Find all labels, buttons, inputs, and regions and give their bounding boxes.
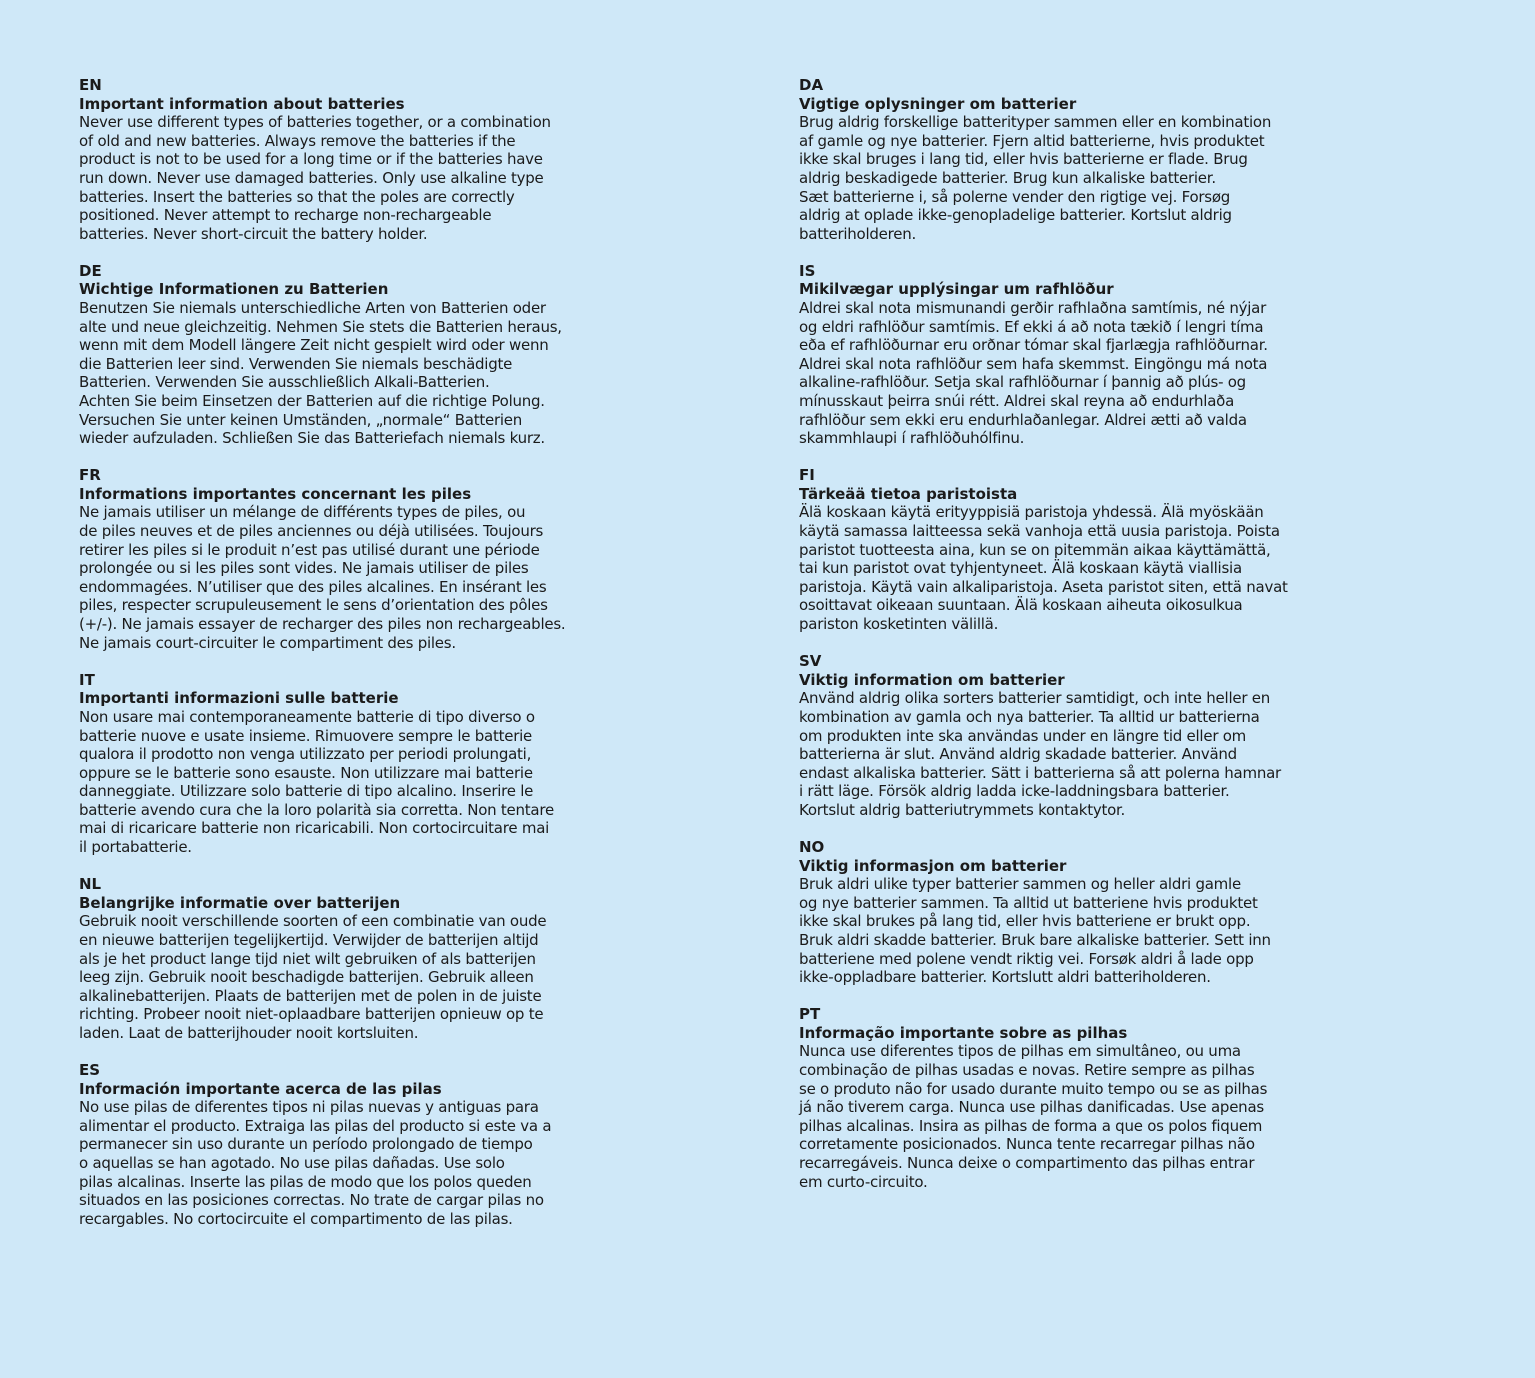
section-body xyxy=(79,299,579,448)
body-text-line: leeg zijn. Gebruik nooit beschadigde batterijen. Gebruik alleen xyxy=(79,968,534,987)
body-text-line: Versuchen Sie unter keinen Umständen, „normale“ Batterien xyxy=(79,410,523,429)
body-text-line: Aldrei skal nota mismunandi gerðir rafhlaðna samtímis, né nýjar xyxy=(799,299,1267,318)
body-text-line: recargables. No cortocircuite el compartimento de las pilas. xyxy=(79,1209,513,1228)
body-text-line: piles, respecter scrupuleusement le sens d’orientation des pôles xyxy=(79,596,548,615)
body-text-line: (+/-). Ne jamais essayer de recharger des piles non rechargeables. xyxy=(79,615,566,634)
section-nl xyxy=(79,875,579,1042)
section-body xyxy=(79,503,579,652)
body-text-line: wieder aufzuladen. Schließen Sie das Batteriefach niemals kurz. xyxy=(79,429,545,448)
body-text-line: of old and new batteries. Always remove the batteries if the xyxy=(79,131,516,150)
section-title: Información importante acerca de las pilas xyxy=(79,1079,442,1098)
language-code: DE xyxy=(79,261,102,280)
body-text-line: se o produto não for usado durante muito tempo ou se as pilhas xyxy=(799,1079,1268,1098)
body-text-line: Använd aldrig olika sorters batterier samtidigt, och inte heller en xyxy=(799,689,1271,708)
body-text-line: já não tiverem carga. Nunca use pilhas danificadas. Use apenas xyxy=(799,1098,1264,1117)
language-code: DA xyxy=(799,76,824,94)
language-code: NO xyxy=(799,837,825,856)
section-title: Belangrijke informatie over batterijen xyxy=(79,893,401,912)
body-text-line: permanecer sin uso durante un período prolongado de tiempo xyxy=(79,1135,533,1154)
body-text-line: il portabatterie. xyxy=(79,838,192,857)
language-code: EN xyxy=(79,76,102,94)
body-text-line: laden. Laat de batterijhouder nooit kortsluiten. xyxy=(79,1023,419,1042)
body-text-line: Bruk aldri skadde batterier. Bruk bare alkaliske batterier. Sett inn xyxy=(799,930,1271,949)
body-text-line: Aldrei skal nota rafhlöður sem hafa skemmst. Eingöngu má nota xyxy=(799,354,1268,373)
section-fi xyxy=(799,466,1299,633)
body-text-line: Non usare mai contemporaneamente batterie di tipo diverso o xyxy=(79,707,535,726)
body-text-line: Bruk aldri ulike typer batterier sammen og heller aldri gamle xyxy=(799,875,1241,894)
body-text-line: kombination av gamla och nya batterier. Ta alltid ur batterierna xyxy=(799,707,1260,726)
body-text-line: Brug aldrig forskellige batterityper sammen eller en kombination xyxy=(799,113,1272,132)
body-text-line: ikke skal brukes på lang tid, eller hvis batteriene er brukt opp. xyxy=(799,912,1251,931)
body-text-line: paristoja. Käytä vain alkaliparistoja. Aseta paristot siten, että navat xyxy=(799,577,1288,596)
section-title: Informations importantes concernant les piles xyxy=(79,484,472,503)
section-body xyxy=(799,875,1299,987)
body-text-line: batteriene med polene vendt riktig vei. Forsøk aldri å lade opp xyxy=(799,949,1254,968)
body-text-line: wenn mit dem Modell längere Zeit nicht gespielt wird oder wenn xyxy=(79,336,549,355)
section-pt xyxy=(799,1005,1299,1191)
body-text-line: endast alkaliska batterier. Sätt i batterierna så att polerna hamnar xyxy=(799,763,1281,782)
body-text-line: Ne jamais court-circuiter le compartiment des piles. xyxy=(79,633,456,652)
body-text-line: pariston kosketinten välillä. xyxy=(799,615,999,634)
language-code: ES xyxy=(79,1061,101,1079)
body-text-line: Gebruik nooit verschillende soorten of een combinatie van oude xyxy=(79,912,547,931)
body-text-line: batteries. Insert the batteries so that the poles are correctly xyxy=(79,187,515,206)
body-text-line: alte und neue gleichzeitig. Nehmen Sie stets die Batterien heraus, xyxy=(79,317,562,336)
body-text-line: aldrig beskadigede batterier. Brug kun alkaliske batterier. xyxy=(799,168,1216,187)
language-code: FR xyxy=(79,466,101,485)
body-text-line: mai di ricaricare batterie non ricaricabili. Non cortocircuitare mai xyxy=(79,819,550,838)
body-text-line: batterie avendo cura che la loro polarità sia corretta. Non tentare xyxy=(79,800,554,819)
body-text-line: i rätt läge. Försök aldrig ladda icke-laddningsbara batterier. xyxy=(799,782,1230,801)
section-de xyxy=(79,262,579,448)
section-body xyxy=(79,708,579,857)
body-text-line: oppure se le batterie sono esauste. Non utilizzare mai batterie xyxy=(79,763,533,782)
body-text-line: o aquellas se han agotado. No use pilas dañadas. Use solo xyxy=(79,1153,505,1172)
body-text-line: combinação de pilhas usadas e novas. Retire sempre as pilhas xyxy=(799,1061,1255,1079)
body-text-line: alkalinebatterijen. Plaats de batterijen met de polen in de juiste xyxy=(79,986,542,1005)
body-text-line: batterie nuove e usate insieme. Rimuovere sempre le batterie xyxy=(79,726,533,745)
body-text-line: alimentar el producto. Extraiga las pilas del producto si este va a xyxy=(79,1116,552,1135)
body-text-line: om produkten inte ska användas under en längre tid eller om xyxy=(799,726,1247,745)
body-text-line: mínusskaut þeirra snúi rétt. Aldrei skal reyna að endurhlaða xyxy=(799,392,1235,410)
section-title: Tärkeää tietoa paristoista xyxy=(799,484,1018,503)
body-text-line: Kortslut aldrig batteriutrymmets kontaktytor. xyxy=(799,800,1126,819)
language-code: SV xyxy=(799,652,822,671)
body-text-line: recarregáveis. Nunca deixe o compartimento das pilhas entrar xyxy=(799,1153,1255,1172)
body-text-line: die Batterien leer sind. Verwenden Sie niemals beschädigte xyxy=(79,354,513,373)
body-text-line: eða ef rafhlöðurnar eru orðnar tómar skal fjarlægja rafhlöðurnar. xyxy=(799,336,1268,355)
body-text-line: paristot tuotteesta aina, kun se on pitemmän aikaa käyttämättä, xyxy=(799,540,1271,559)
body-text-line: richting. Probeer nooit niet-oplaadbare batterijen opnieuw op te xyxy=(79,1005,544,1024)
body-text-line: Älä koskaan käytä erityyppisiä paristoja yhdessä. Älä myöskään xyxy=(799,503,1264,522)
body-text-line: run down. Never use damaged batteries. Only use alkaline type xyxy=(79,168,544,187)
body-text-line: batteries. Never short-circuit the battery holder. xyxy=(79,224,428,243)
right-column xyxy=(799,76,1299,1210)
section-title: Vigtige oplysninger om batterier xyxy=(799,94,1077,113)
body-text-line: käytä samassa laitteessa sekä vanhoja että uusia paristoja. Poista xyxy=(799,522,1280,541)
section-title: Viktig informasjon om batterier xyxy=(799,856,1067,875)
section-fr xyxy=(79,466,579,652)
body-text-line: Achten Sie beim Einsetzen der Batterien auf die richtige Polung. xyxy=(79,392,545,410)
body-text-line: Ne jamais utiliser un mélange de différents types de piles, ou xyxy=(79,503,526,522)
body-text-line: danneggiate. Utilizzare solo batterie di tipo alcalino. Inserire le xyxy=(79,782,534,801)
language-code: IT xyxy=(79,670,95,689)
section-title: Informação importante sobre as pilhas xyxy=(799,1023,1128,1042)
body-text-line: alkaline-rafhlöður. Setja skal rafhlöðurnar í þannig að plús- og xyxy=(799,373,1246,392)
body-text-line: prolongée ou si les piles sont vides. Ne jamais utiliser de piles xyxy=(79,559,529,578)
language-code: IS xyxy=(799,261,816,280)
body-text-line: skammhlaupi í rafhlöðuhólfinu. xyxy=(799,429,1025,448)
section-is xyxy=(799,262,1299,448)
body-text-line: endommagées. N’utiliser que des piles alcalines. En insérant les xyxy=(79,577,547,596)
section-body xyxy=(79,1098,579,1228)
body-text-line: af gamle og nye batterier. Fjern altid batterierne, hvis produktet xyxy=(799,131,1265,150)
body-text-line: ikke-oppladbare batterier. Kortslutt aldri batteriholderen. xyxy=(799,968,1211,987)
section-en xyxy=(79,76,579,243)
body-text-line: de piles neuves et de piles anciennes ou déjà utilisées. Toujours xyxy=(79,522,544,541)
body-text-line: batteriholderen. xyxy=(799,224,916,243)
body-text-line: ikke skal bruges i lang tid, eller hvis batterierne er flade. Brug xyxy=(799,150,1248,169)
body-text-line: en nieuwe batterijen tegelijkertijd. Verwijder de batterijen altijd xyxy=(79,930,539,949)
body-text-line: tai kun paristot ovat tyhjentyneet. Älä koskaan käytä viallisia xyxy=(799,559,1242,578)
body-text-line: Sæt batterierne i, så polerne vender den rigtige vej. Forsøg xyxy=(799,187,1231,206)
section-body xyxy=(79,113,579,243)
body-text-line: positioned. Never attempt to recharge non-rechargeable xyxy=(79,206,492,225)
body-text-line: Nunca use diferentes tipos de pilhas em simultâneo, ou uma xyxy=(799,1042,1241,1061)
body-text-line: aldrig at oplade ikke-genopladelige batterier. Kortslut aldrig xyxy=(799,206,1232,225)
section-title: Importanti informazioni sulle batterie xyxy=(79,689,399,708)
body-text-line: batterierna är slut. Använd aldrig skadade batterier. Använd xyxy=(799,745,1237,764)
section-body xyxy=(799,689,1299,819)
language-code: NL xyxy=(79,875,102,894)
body-text-line: als je het product lange tijd niet wilt gebruiken of als batterijen xyxy=(79,949,536,968)
section-sv xyxy=(799,652,1299,819)
section-title: Mikilvægar upplýsingar um rafhlöður xyxy=(799,280,1114,299)
body-text-line: pilhas alcalinas. Insira as pilhas de forma a que os polos fiquem xyxy=(799,1116,1263,1135)
section-title: Viktig information om batterier xyxy=(799,670,1065,689)
section-title: Important information about batteries xyxy=(79,94,405,113)
body-text-line: situados en las posiciones correctas. No trate de cargar pilas no xyxy=(79,1191,544,1210)
section-body xyxy=(799,299,1299,448)
body-text-line: Never use different types of batteries together, or a combination xyxy=(79,113,551,132)
body-text-line: pilas alcalinas. Inserte las pilas de modo que los polos queden xyxy=(79,1172,532,1191)
body-text-line: No use pilas de diferentes tipos ni pilas nuevas y antiguas para xyxy=(79,1098,539,1117)
section-it xyxy=(79,671,579,857)
body-text-line: qualora il prodotto non venga utilizzato per periodi prolungati, xyxy=(79,745,532,764)
body-text-line: Benutzen Sie niemals unterschiedliche Arten von Batterien oder xyxy=(79,299,546,318)
body-text-line: corretamente posicionados. Nunca tente recarregar pilhas não xyxy=(799,1135,1255,1154)
body-text-line: og eldri rafhlöður samtímis. Ef ekki á að nota tækið í lengri tíma xyxy=(799,317,1264,336)
body-text-line: rafhlöður sem ekki eru endurhlaðanlegar. Aldrei ætti að valda xyxy=(799,410,1247,429)
left-column xyxy=(79,76,579,1247)
section-title: Wichtige Informationen zu Batterien xyxy=(79,280,389,299)
language-code: FI xyxy=(799,466,815,485)
body-text-line: em curto-circuito. xyxy=(799,1172,928,1191)
body-text-line: Batterien. Verwenden Sie ausschließlich Alkali-Batterien. xyxy=(79,373,490,392)
section-body xyxy=(799,503,1299,633)
body-text-line: retirer les piles si le produit n’est pas utilisé durant une période xyxy=(79,540,540,559)
body-text-line: osoittavat oikeaan suuntaan. Älä koskaan aiheuta oikosulkua xyxy=(799,596,1243,615)
body-text-line: og nye batterier sammen. Ta alltid ut batteriene hvis produktet xyxy=(799,893,1258,912)
language-code: PT xyxy=(799,1005,821,1024)
section-es xyxy=(79,1061,579,1228)
section-da xyxy=(799,76,1299,243)
section-body xyxy=(79,912,579,1042)
section-body xyxy=(799,113,1299,243)
section-body xyxy=(799,1042,1299,1191)
body-text-line: product is not to be used for a long time or if the batteries have xyxy=(79,150,543,169)
section-no xyxy=(799,838,1299,987)
